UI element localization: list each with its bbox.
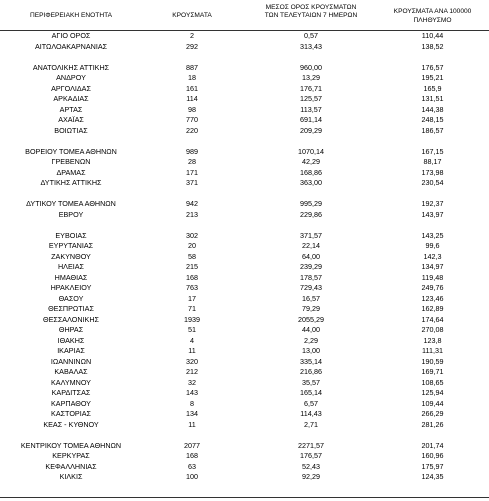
cell-region: ΑΝΔΡΟΥ [56,73,86,82]
cell-per100k: 249,76 [421,283,444,292]
cell-cases: 20 [188,241,196,250]
cell-cases: 28 [188,157,196,166]
cell-per100k: 266,29 [421,409,444,418]
table-row [0,441,489,450]
table-row [0,231,489,240]
cell-avg: 2055,29 [298,314,324,324]
cell-avg: 125,57 [300,94,322,103]
cell-cases: 1939 [184,314,200,324]
cell-cases: 371 [186,178,198,187]
cell-avg: 13,00 [302,346,320,355]
table-row [0,462,489,471]
cell-region: ΗΡΑΚΛΕΙΟΥ [50,283,92,292]
table-row [0,252,489,261]
cell-per100k: 175,97 [421,461,444,471]
header-cases: ΚΡΟΥΣΜΑΤΑ [172,12,212,19]
cell-region: ΘΗΡΑΣ [58,325,84,334]
cell-per100k: 201,74 [421,440,444,450]
cell-cases: 18 [188,73,196,82]
cell-avg: 2,71 [304,419,318,429]
cell-avg: 16,57 [302,293,320,303]
header-per100k-line2: ΠΛΗΘΥΣΜΟ [413,17,452,24]
cell-region: ΚΑΡΠΑΘΟΥ [51,398,91,408]
cell-per100k: 131,51 [421,94,444,103]
cell-avg: 313,43 [300,41,322,51]
cell-avg: 1070,14 [298,146,324,156]
cell-per100k: 195,21 [421,73,444,82]
table-row [0,157,489,166]
cell-cases: 32 [188,377,196,387]
table-row [0,336,489,345]
spacer-row [0,189,489,198]
cell-avg: 44,00 [302,325,320,334]
cell-cases: 292 [186,41,198,51]
cell-avg: 335,14 [300,356,322,366]
cell-region: ΚΙΛΚΙΣ [59,472,83,481]
cell-region: ΗΛΕΙΑΣ [57,262,85,271]
header-avg-line1: ΜΕΣΟΣ ΟΡΟΣ ΚΡΟΥΣΜΑΤΩΝ [265,4,357,11]
cell-region: ΚΕΡΚΥΡΑΣ [52,451,90,460]
cell-region: ΔΥΤΙΚΟΥ ΤΟΜΕΑ ΑΘΗΝΩΝ [26,199,116,208]
cell-avg: 0,57 [304,31,318,40]
cell-region: ΔΡΑΜΑΣ [56,167,86,177]
cell-region: ΘΑΣΟΥ [58,293,84,303]
cell-per100k: 88,17 [423,157,442,166]
cell-cases: 171 [186,167,198,177]
cell-avg: 42,29 [302,157,320,166]
cell-avg: 371,57 [300,230,322,240]
cell-cases: 114 [186,94,198,103]
cell-region: ΙΚΑΡΙΑΣ [57,346,85,355]
cell-cases: 63 [188,461,196,471]
cell-region: ΕΒΡΟΥ [58,209,84,219]
cell-avg: 229,86 [300,209,322,219]
cell-cases: 887 [186,62,198,72]
cell-per100k: 160,96 [421,451,444,460]
cell-avg: 22,14 [302,241,320,250]
cell-cases: 942 [186,199,198,208]
cell-region: ΕΥΒΟΙΑΣ [55,230,87,240]
cell-region: ΙΘΑΚΗΣ [57,335,85,345]
cell-cases: 4 [190,335,194,345]
table-row [0,325,489,334]
cell-per100k: 125,94 [421,388,444,397]
cell-region: ΒΟΡΕΙΟΥ ΤΟΜΕΑ ΑΘΗΝΩΝ [25,146,117,156]
cell-per100k: 192,37 [421,199,444,208]
table-row [0,451,489,460]
cell-avg: 178,57 [300,272,322,282]
table-row [0,147,489,156]
cell-avg: 216,86 [300,367,322,376]
cell-region: ΑΡΓΟΛΙΔΑΣ [51,83,91,93]
cell-avg: 239,29 [300,262,322,271]
cell-cases: 17 [188,293,196,303]
cell-per100k: 99,6 [425,241,440,250]
cell-per100k: 162,89 [421,304,444,313]
cell-avg: 176,71 [300,83,322,93]
table-row [0,378,489,387]
table-row [0,84,489,93]
cell-region: ΘΕΣΠΡΩΤΙΑΣ [48,304,94,313]
table-row [0,31,489,40]
table-row [0,346,489,355]
cell-cases: 220 [186,125,198,135]
table-row [0,105,489,114]
cell-cases: 168 [186,451,198,460]
cell-avg: 209,29 [300,125,322,135]
cell-avg: 2,29 [304,335,318,345]
cell-cases: 168 [186,272,198,282]
cell-region: ΒΟΙΩΤΙΑΣ [54,125,88,135]
cell-cases: 98 [188,104,196,114]
cell-per100k: 142,3 [423,251,442,261]
table-row [0,63,489,72]
cell-cases: 212 [186,367,198,376]
table-row [0,472,489,481]
spacer-row [0,220,489,229]
cell-per100k: 173,98 [421,167,444,177]
cell-region: ΑΡΤΑΣ [59,104,83,114]
cell-region: ΚΑΡΔΙΤΣΑΣ [51,388,91,397]
table-row [0,168,489,177]
cell-avg: 92,29 [302,472,320,481]
table-row [0,409,489,418]
table-row [0,315,489,324]
table-row [0,273,489,282]
cell-region: ΑΓΙΟ ΟΡΟΣ [51,31,91,40]
cell-avg: 6,57 [304,398,318,408]
cell-avg: 2271,57 [298,440,324,450]
header-per100k-line1: ΚΡΟΥΣΜΑΤΑ ΑΝΑ 100000 [393,8,472,15]
cell-region: ΙΩΑΝΝΙΝΩΝ [50,356,92,366]
cell-region: ΕΥΡΥΤΑΝΙΑΣ [48,241,94,250]
cell-cases: 302 [186,230,198,240]
cell-per100k: 176,57 [421,62,444,72]
cell-per100k: 109,44 [421,398,444,408]
table-row [0,42,489,51]
cell-per100k: 248,15 [421,115,444,124]
cell-region: ΑΡΚΑΔΙΑΣ [53,94,89,103]
cell-avg: 691,14 [300,115,322,124]
cell-per100k: 138,52 [421,41,444,51]
cell-per100k: 123,46 [421,293,444,303]
table-row [0,357,489,366]
cell-cases: 58 [188,251,196,261]
spacer-row [0,430,489,439]
cell-region: ΚΕΑΣ - ΚΥΘΝΟΥ [43,419,99,429]
cell-region: ΑΧΑΪΑΣ [58,115,84,124]
cell-per100k: 270,08 [421,325,444,334]
cell-per100k: 281,26 [421,419,444,429]
cell-region: ΔΥΤΙΚΗΣ ΑΤΤΙΚΗΣ [40,178,102,187]
spacer-row [0,136,489,145]
cell-avg: 35,57 [302,377,320,387]
cell-per100k: 143,97 [421,209,444,219]
cell-per100k: 134,97 [421,262,444,271]
cell-per100k: 124,35 [421,472,444,481]
cell-per100k: 230,54 [421,178,444,187]
cell-per100k: 190,59 [421,356,444,366]
cell-per100k: 174,64 [421,314,444,324]
cell-region: ΘΕΣΣΑΛΟΝΙΚΗΣ [43,314,99,324]
cell-cases: 989 [186,146,198,156]
cell-cases: 213 [186,209,198,219]
cell-avg: 960,00 [300,62,322,72]
header-avg-line2: ΤΩΝ ΤΕΛΕΥΤΑΙΩΝ 7 ΗΜΕΡΩΝ [264,12,358,19]
header-region: ΠΕΡΙΦΕΡΕΙΑΚΗ ΕΝΟΤΗΤΑ [29,12,113,19]
cell-per100k: 167,15 [421,146,444,156]
cell-region: ΚΑΛΥΜΝΟΥ [51,377,91,387]
cell-per100k: 111,31 [422,346,443,355]
cell-region: ΑΙΤΩΛΟΑΚΑΡΝΑΝΙΑΣ [34,41,108,51]
cell-cases: 51 [188,325,196,334]
cell-cases: 134 [186,409,198,418]
cell-per100k: 144,38 [421,104,444,114]
cell-cases: 770 [186,115,198,124]
cell-cases: 215 [186,262,198,271]
table-row [0,94,489,103]
cell-avg: 363,00 [300,178,322,187]
cell-per100k: 108,65 [421,377,444,387]
cell-avg: 64,00 [302,251,320,261]
cell-region: ΑΝΑΤΟΛΙΚΗΣ ΑΤΤΙΚΗΣ [32,62,110,72]
table-row [0,262,489,271]
cell-cases: 71 [188,304,196,313]
cell-per100k: 110,44 [421,31,444,40]
cell-cases: 161 [186,83,198,93]
cell-avg: 114,43 [300,409,322,418]
spacer-row [0,52,489,61]
table-row [0,199,489,208]
cell-cases: 11 [188,419,196,429]
cell-avg: 168,86 [300,167,322,177]
cell-cases: 11 [188,346,196,355]
cell-region: ΖΑΚΥΝΘΟΥ [51,251,91,261]
cell-region: ΚΑΒΑΛΑΣ [54,367,88,376]
cell-per100k: 119,48 [421,272,444,282]
table-row [0,388,489,397]
cell-per100k: 165,9 [423,83,442,93]
cell-per100k: 143,25 [421,230,444,240]
cell-per100k: 169,71 [421,367,444,376]
cell-region: ΚΕΦΑΛΛΗΝΙΑΣ [45,461,97,471]
table-header [0,4,489,30]
cell-cases: 320 [186,356,198,366]
table-row [0,283,489,292]
cell-avg: 79,29 [302,304,320,313]
cell-region: ΚΕΝΤΡΙΚΟΥ ΤΟΜΕΑ ΑΘΗΝΩΝ [20,440,122,450]
table-row [0,304,489,313]
cell-cases: 2 [190,31,194,40]
table-row [0,294,489,303]
cell-avg: 995,29 [300,199,322,208]
cell-per100k: 123,8 [423,335,442,345]
table-row [0,178,489,187]
table-row [0,210,489,219]
cell-cases: 100 [186,472,198,481]
cell-avg: 176,57 [300,451,322,460]
cell-cases: 8 [190,398,194,408]
cell-avg: 165,14 [300,388,322,397]
table-row [0,420,489,429]
cell-cases: 763 [186,283,198,292]
cell-cases: 2077 [184,440,200,450]
table-row [0,399,489,408]
cell-avg: 52,43 [302,461,320,471]
cell-avg: 729,43 [300,283,322,292]
cell-avg: 113,57 [300,104,322,114]
cell-region: ΓΡΕΒΕΝΩΝ [51,157,91,166]
cell-cases: 143 [186,388,198,397]
table-row [0,115,489,124]
cell-per100k: 186,57 [421,125,444,135]
footer-rule [0,497,489,498]
cell-avg: 13,29 [302,73,320,82]
table-row [0,241,489,250]
table-row [0,367,489,376]
cell-region: ΚΑΣΤΟΡΙΑΣ [51,409,91,418]
cell-region: ΗΜΑΘΙΑΣ [54,272,88,282]
table-row [0,126,489,135]
table-row [0,73,489,82]
